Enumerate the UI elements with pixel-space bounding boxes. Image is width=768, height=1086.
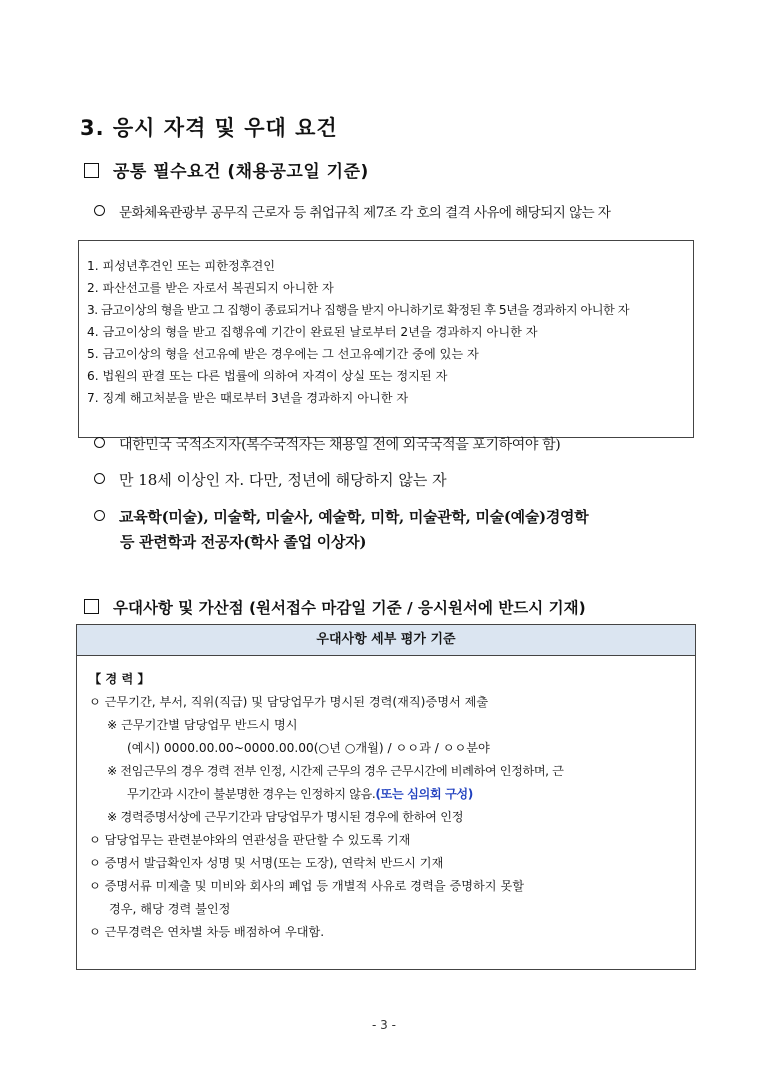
career-category-label: 【 경 력 】 <box>89 672 150 686</box>
page-number: - 3 - <box>372 1018 396 1032</box>
preference-note: ※ 근무기간별 담당업무 반드시 명시 <box>107 718 298 732</box>
circle-bullet-icon <box>94 437 105 448</box>
disqualification-item: 5. 금고이상의 형을 선고유예 받은 경우에는 그 선고유예기간 중에 있는 자 <box>87 347 479 361</box>
section1-title-text: 공통 필수요건 (채용공고일 기준) <box>113 162 369 182</box>
checkbox-square-icon <box>84 163 99 178</box>
preference-note-cont <box>89 783 685 806</box>
preference-example: (예시) 0000.00.00~0000.00.00(○년 ○개월) / ㅇㅇ과 / ㅇㅇ분야 <box>127 741 490 755</box>
preference-line: ㅇ 근무경력은 연차별 차등 배점하여 우대함. <box>89 925 325 939</box>
page-heading: 3. 응시 자격 및 우대 요건 <box>80 116 338 140</box>
preference-line: ㅇ 근무기간, 부서, 직위(직급) 및 담당업무가 명시된 경력(재직)증명서 제출 <box>89 695 489 709</box>
checkbox-square-icon <box>84 599 99 614</box>
requirement-item-1 <box>94 201 610 221</box>
requirement-item-2-text: 대한민국 국적소지자(복수국적자는 채용일 전에 외국국적을 포기하여야 함) <box>119 437 561 453</box>
disqualification-item: 4. 금고이상의 형을 받고 집행유예 기간이 완료된 날로부터 2년을 경과하지 아니한 자 <box>87 325 538 339</box>
requirement-item-3-text: 만 18세 이상인 자. 다만, 정년에 해당하지 않는 자 <box>119 471 447 489</box>
disqualification-item: 6. 법원의 판결 또는 다른 법률에 의하여 자격이 상실 또는 정지된 자 <box>87 369 448 383</box>
preference-note: ※ 전임근무의 경우 경력 전부 인정, 시간제 근무의 경우 근무시간에 비례하여 인정하며, 근 <box>107 764 564 778</box>
preference-note-cont-text: 무기간과 시간이 불분명한 경우는 인정하지 않음. <box>127 787 376 801</box>
preference-line: ㅇ 담당업무는 관련분야와의 연관성을 판단할 수 있도록 기재 <box>89 833 411 847</box>
committee-note: (또는 심의회 구성) <box>375 787 473 801</box>
preference-line: ㅇ 증명서류 미제출 및 미비와 회사의 폐업 등 개별적 사유로 경력을 증명하지 못할 <box>89 879 525 893</box>
preference-box-body <box>77 656 695 944</box>
circle-bullet-icon <box>94 205 105 216</box>
disqualification-item: 3. 금고이상의 형을 받고 그 집행이 종료되거나 집행을 받지 아니하기로 확정된 후 5년을 경과하지 아니한 자 <box>87 303 629 317</box>
requirement-item-3 <box>94 469 447 490</box>
requirement-item-1-text: 문화체육관광부 공무직 근로자 등 취업규칙 제7조 각 호의 결격 사유에 해당되지 않는 자 <box>119 205 611 221</box>
preference-box-header: 우대사항 세부 평가 기준 <box>77 625 695 656</box>
requirement-item-4-line2: 등 관련학과 전공자(학사 졸업 이상자) <box>120 533 367 551</box>
circle-bullet-icon <box>94 510 105 521</box>
disqualification-item: 1. 피성년후견인 또는 피한정후견인 <box>87 259 276 273</box>
section1-title <box>84 157 369 182</box>
preference-box <box>76 624 696 970</box>
preference-note: ※ 경력증명서상에 근무기간과 담당업무가 명시된 경우에 한하여 인정 <box>107 810 464 824</box>
section2-title-text: 우대사항 및 가산점 (원서접수 마감일 기준 / 응시원서에 반드시 기재) <box>113 599 586 617</box>
section2-title <box>84 596 586 618</box>
circle-bullet-icon <box>94 473 105 484</box>
requirement-item-4-line1: 교육학(미술), 미술학, 미술사, 예술학, 미학, 미술관학, 미술(예술)경영학 <box>119 508 589 526</box>
requirement-item-4 <box>94 506 588 527</box>
requirement-item-2 <box>94 434 560 454</box>
preference-line-cont: 경우, 해당 경력 불인정 <box>109 902 231 916</box>
preference-line: ㅇ 증명서 발급확인자 성명 및 서명(또는 도장), 연락처 반드시 기재 <box>89 856 444 870</box>
disqualification-item: 2. 파산선고를 받은 자로서 복권되지 아니한 자 <box>87 281 334 295</box>
disqualification-box <box>78 240 694 438</box>
disqualification-item: 7. 징계 해고처분을 받은 때로부터 3년을 경과하지 아니한 자 <box>87 391 409 405</box>
